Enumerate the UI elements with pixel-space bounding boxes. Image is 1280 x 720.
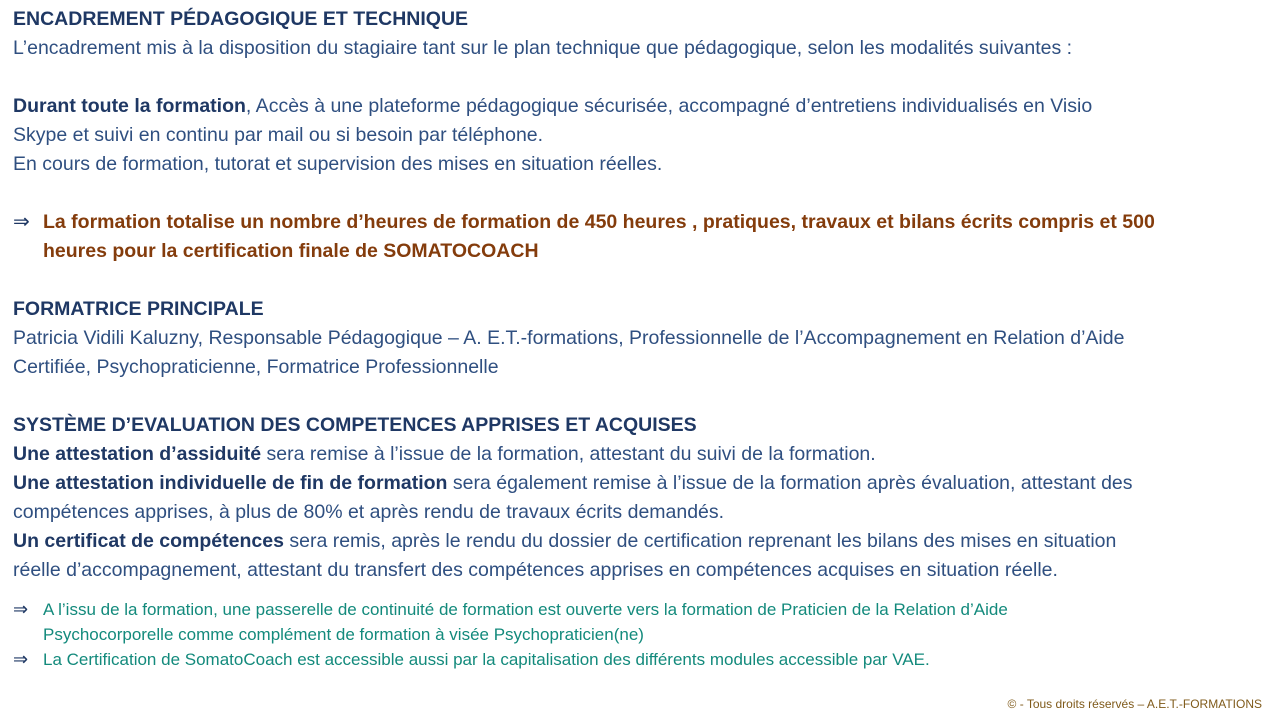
paragraph-text: sera remis, après le rendu du dossier de certification reprenant les bilans des mises en situation (283, 530, 1117, 552)
note-vae-text: La Certification de SomatoCoach est accessible aussi par la capitalisation des différents modules accessible par VAE. (43, 650, 930, 669)
highlight-line-2: heures pour la certification finale de SOMATOCOACH (43, 240, 539, 262)
note-passerelle-line-1: A l’issu de la formation, une passerelle de continuité de formation est ouverte vers la formation de Praticien de la Relation d’Aide (43, 600, 1008, 619)
paragraph-duration-line2: Skype et suivi en continu par mail ou si besoin par téléphone. (13, 124, 544, 146)
bold-label: Durant toute la formation (13, 95, 246, 117)
certificat-competences-line2: réelle d’accompagnement, attestant du transfert des compétences apprises en compétences acquises en situation réelle. (13, 559, 1058, 581)
spacer (13, 179, 1268, 208)
heading-evaluation: SYSTÈME D’EVALUATION DES COMPETENCES APPRISES ET ACQUISES (13, 414, 697, 436)
heading-encadrement: ENCADREMENT PÉDAGOGIQUE ET TECHNIQUE (13, 8, 469, 30)
copyright-footer: © - Tous droits réservés – A.E.T.-FORMATIONS (1007, 697, 1262, 711)
note-vae (13, 647, 1268, 672)
double-arrow-icon: ⇒ (13, 649, 29, 669)
bold-label: Une attestation individuelle de fin de formation (13, 472, 448, 494)
spacer (13, 63, 1268, 92)
formatrice-line-2: Certifiée, Psychopraticienne, Formatrice Professionnelle (13, 356, 499, 378)
attestation-individuelle (13, 469, 1268, 498)
note-passerelle (13, 597, 1268, 647)
attestation-individuelle-line2: compétences apprises, à plus de 80% et après rendu de travaux écrits demandés. (13, 501, 725, 523)
spacer (13, 585, 1268, 595)
formatrice-line-1: Patricia Vidili Kaluzny, Responsable Pédagogique – A. E.T.-formations, Professionnelle de l’Accompagnement en Relation d’Aide (13, 327, 1125, 349)
double-arrow-icon: ⇒ (13, 599, 29, 619)
highlight-line-1: La formation totalise un nombre d’heures de formation de 450 heures , pratiques, travaux et bilans écrits compris et 500 (43, 211, 1155, 233)
highlight-hours (13, 208, 1268, 266)
intro-text: L’encadrement mis à la disposition du stagiaire tant sur le plan technique que pédagogique, selon les modalités suivantes : (13, 37, 1073, 59)
document-page (13, 5, 1268, 672)
certificat-competences (13, 527, 1268, 556)
note-passerelle-line-2: Psychocorporelle comme complément de formation à visée Psychopraticien(ne) (43, 625, 644, 644)
paragraph-text: sera remise à l’issue de la formation, attestant du suivi de la formation. (261, 443, 876, 465)
spacer (13, 382, 1268, 411)
spacer (13, 266, 1268, 295)
bold-label: Un certificat de compétences (13, 530, 284, 552)
paragraph-tutorat: En cours de formation, tutorat et supervision des mises en situation réelles. (13, 153, 663, 175)
heading-formatrice: FORMATRICE PRINCIPALE (13, 298, 264, 320)
double-arrow-icon: ⇒ (13, 211, 30, 233)
paragraph-duration (13, 92, 1268, 121)
bold-label: Une attestation d’assiduité (13, 443, 262, 465)
paragraph-text: , Accès à une plateforme pédagogique sécurisée, accompagné d’entretiens individualisés en Visio (245, 95, 1093, 117)
attestation-assiduite (13, 440, 1268, 469)
notes-block (13, 597, 1268, 672)
paragraph-text: sera également remise à l’issue de la formation après évaluation, attestant des (447, 472, 1133, 494)
